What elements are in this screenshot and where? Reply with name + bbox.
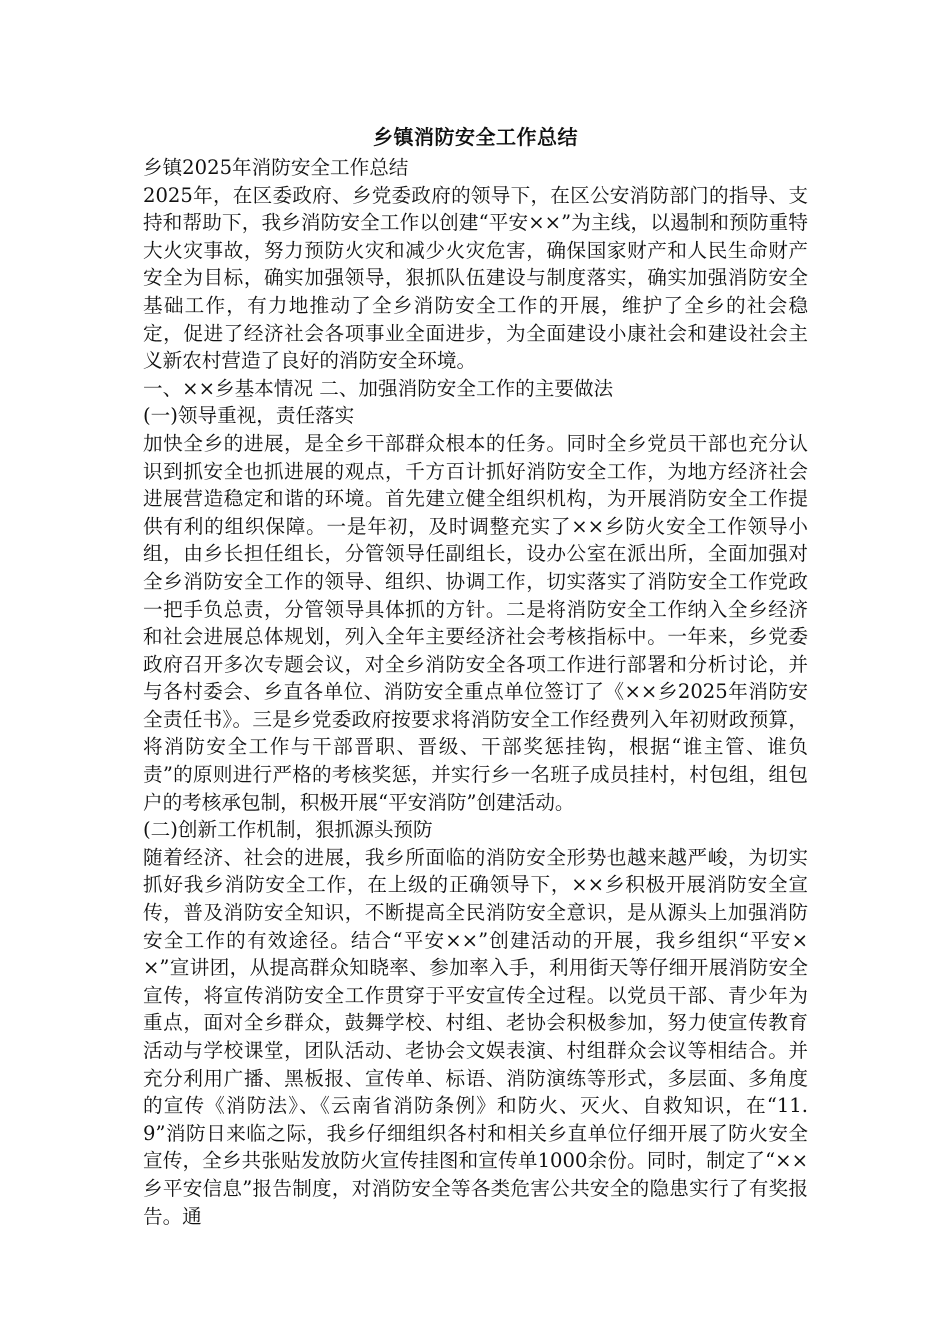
document-title: 乡镇消防安全工作总结 [373, 125, 578, 149]
subsection-heading-2: (二)创新工作机制，狠抓源头预防 [143, 818, 433, 842]
subtitle-paragraph: 乡镇2025年消防安全工作总结 [143, 156, 409, 179]
subsection-heading-1: (一)领导重视，责任落实 [143, 404, 355, 428]
document-body [143, 120, 808, 1230]
leadership-paragraph: 加快全乡的进展，是全乡干部群众根本的任务。同时全乡党员干部也充分认识到抓安全也抓进展的观点，千方百计抓好消防安全工作，为地方经济社会进展营造稳定和谐的环境。首先建立健全组织机构，为开展消防安全工作提供有利的组织保障。一是年初，及时调整充实了××乡防火安全工作领导小组，由乡长担任组长，分管领导任副组长，设办公室在派出所，全面加强对全乡消防安全工作的领导、组织、协调工作，切实落实了消防安全工作党政一把手负总责，分管领导具体抓的方针。二是将消防安全工作纳入全乡经济和社会进展总体规划，列入全年主要经济社会考核指标中。一年来，乡党委政府召开多次专题会议，对全乡消防安全各项工作进行部署和分析讨论，并与各村委会、乡直各单位、消防安全重点单位签订了《××乡2025年消防安全责任书》。三是乡党委政府按要求将消防安全工作经费列入年初财政预算，将消防安全工作与干部晋职、晋级、干部奖惩挂钩，根据“谁主管、谁负责”的原则进行严格的考核奖惩，并实行乡一名班子成员挂村，村包组，组包户的考核承包制，积极开展“平安消防”创建活动。 [143, 431, 808, 814]
intro-paragraph: 2025年，在区委政府、乡党委政府的领导下，在区公安消防部门的指导、支持和帮助下，我乡消防安全工作以创建“平安××”为主线，以遏制和预防重特大火灾事故，努力预防火灾和减少火灾危害，确保国家财产和人民生命财产安全为目标，确实加强领导，狠抓队伍建设与制度落实，确实加强消防安全基础工作，有力地推动了全乡消防安全工作的开展，维护了全乡的社会稳定，促进了经济社会各项事业全面进步，为全面建设小康社会和建设社会主义新农村营造了良好的消防安全环境。 [143, 183, 808, 373]
prevention-paragraph: 随着经济、社会的进展，我乡所面临的消防安全形势也越来越严峻，为切实抓好我乡消防安全工作，在上级的正确领导下，××乡积极开展消防安全宣传，普及消防安全知识，不断提高全民消防安全意识，是从源头上加强消防安全工作的有效途径。结合“平安××”创建活动的开展，我乡组织“平安××”宣讲团，从提高群众知晓率、参加率入手，利用街天等仔细开展消防安全宣传，将宣传消防安全工作贯穿于平安宣传全过程。以党员干部、青少年为重点，面对全乡群众，鼓舞学校、村组、老协会积极参加，努力使宣传教育活动与学校课堂，团队活动、老协会文娱表演、村组群众会议等相结合。并充分利用广播、黑板报、宣传单、标语、消防演练等形式，多层面、多角度的宣传《消防法》、《云南省消防条例》和防火、灭火、自救知识，在“11.9”消防日来临之际，我乡仔细组织各村和相关乡直单位仔细开展了防火安全宣传，全乡共张贴发放防火宣传挂图和宣传单1000余份。同时，制定了“××乡平安信息”报告制度，对消防安全等各类危害公共安全的隐患实行了有奖报告。通 [143, 845, 808, 1228]
section-heading-1-2: 一、××乡基本情况 二、加强消防安全工作的主要做法 [143, 376, 614, 400]
